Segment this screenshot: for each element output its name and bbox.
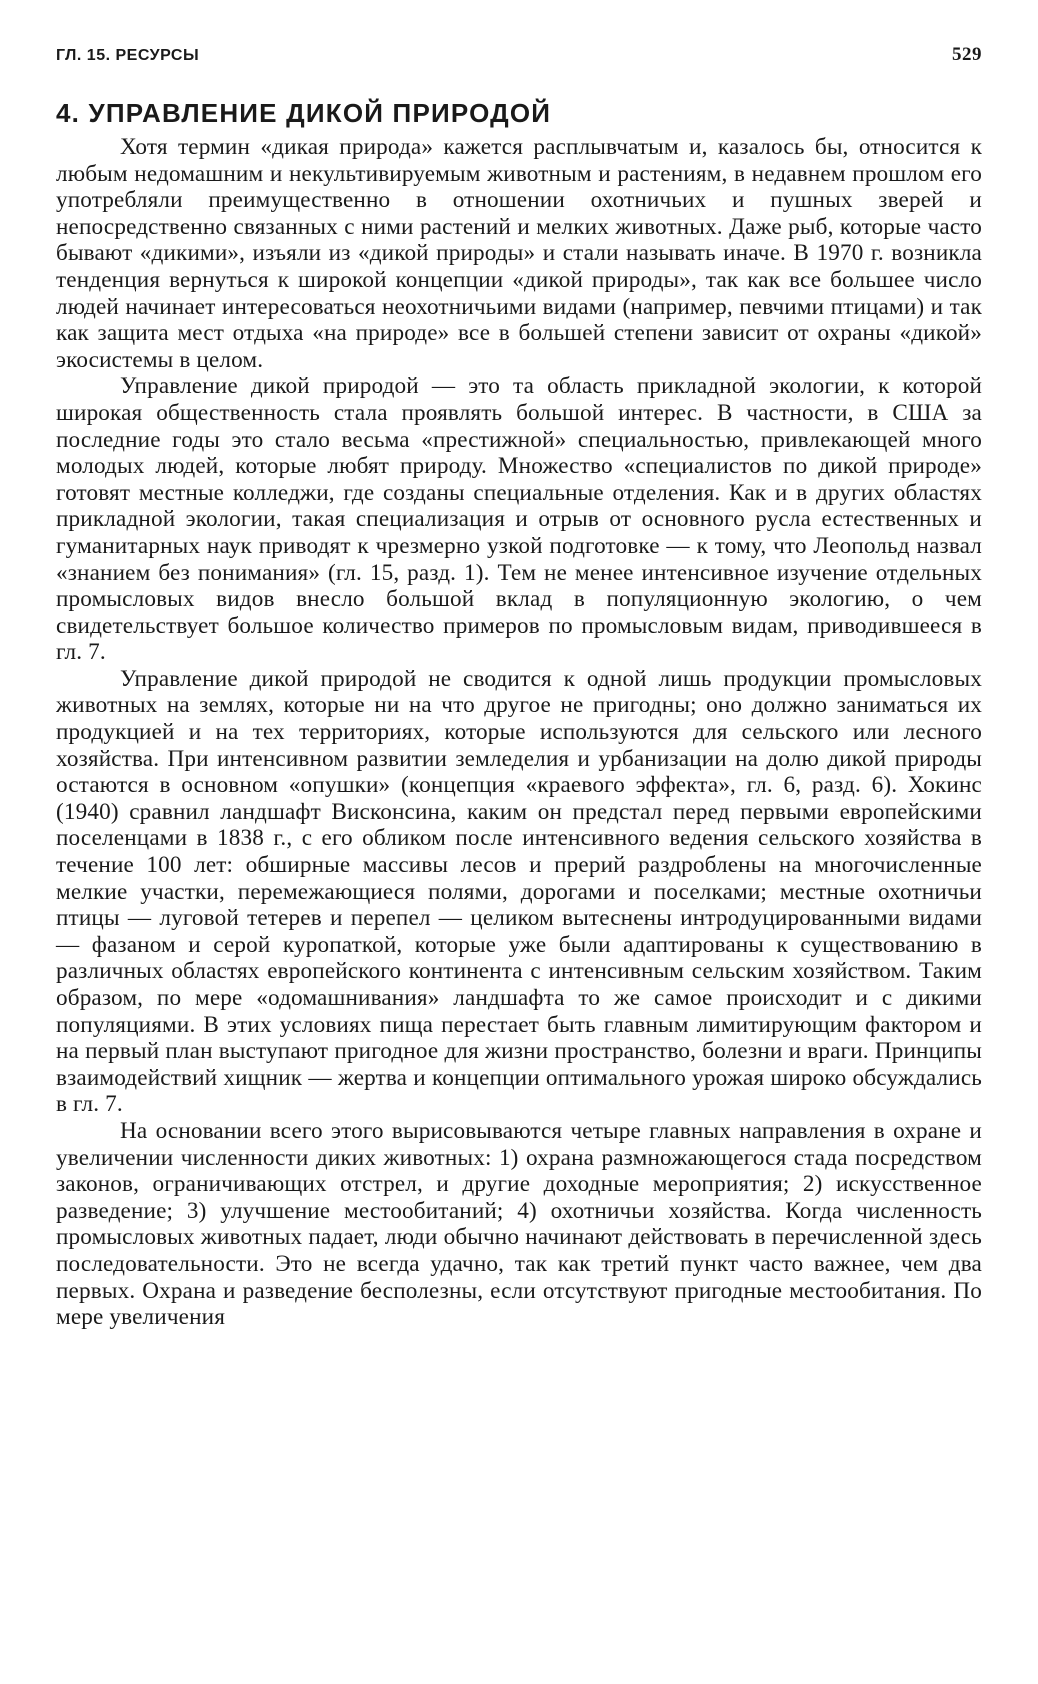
- body-text: [56, 134, 982, 1331]
- paragraph: Управление дикой природой не сводится к одной лишь продукции промысловых животных на землях, которые ни на что другое не пригодны; оно должно заниматься их продукцией и на тех территориях, которые используются для сельского или лесного хозяйства. При интенсивном развитии земледелия и урбанизации на долю дикой природы остаются в основном «опушки» (концепция «краевого эффекта», гл. 6, разд. 6). Хокинс (1940) сравнил ландшафт Висконсина, каким он предстал перед первыми европейскими поселенцами в 1838 г., с его обликом после интенсивного ведения сельского хозяйства в течение 100 лет: обширные массивы лесов и прерий раздроблены на многочисленные мелкие участки, перемежающиеся полями, дорогами и поселками; местные охотничьи птицы — луговой тетерев и перепел — целиком вытеснены интродуцированными видами — фазаном и серой куропаткой, которые уже были адаптированы к существованию в различных областях европейского континента с интенсивным сельским хозяйством. Таким образом, по мере «одомашнивания» ландшафта то же самое происходит и с дикими популяциями. В этих условиях пища перестает быть главным лимитирующим фактором и на первый план выступают пригодное для жизни пространство, болезни и враги. Принципы взаимодействий хищник — жертва и концепции оптимального урожая широко обсуждались в гл. 7.: [56, 665, 982, 1118]
- paragraph: Управление дикой природой — это та область прикладной экологии, к которой широкая общественность стала проявлять большой интерес. В частности, в США за последние годы это стало весьма «престижной» специальностью, привлекающей много молодых людей, которые любят природу. Множество «специалистов по дикой природе» готовят местные колледжи, где созданы специальные отделения. Как и в других областях прикладной экологии, такая специализация и отрыв от основного русла естественных и гуманитарных наук приводят к чрезмерно узкой подготовке — к тому, что Леопольд назвал «знанием без понимания» (гл. 15, разд. 1). Тем не менее интенсивное изучение отдельных промысловых видов внесло большой вклад в популяционную экологию, о чем свидетельствует большое количество примеров по промысловым видам, приводившееся в гл. 7.: [56, 373, 982, 666]
- document-page: [56, 44, 982, 1331]
- running-title: ГЛ. 15. РЕСУРСЫ: [56, 47, 200, 64]
- running-head: [56, 44, 982, 78]
- page-number: 529: [952, 44, 982, 65]
- paragraph: Хотя термин «дикая природа» кажется расплывчатым и, казалось бы, относится к любым недомашним и некультивируемым животным и растениям, в недавнем прошлом его употребляли преимущественно в отношении охотничьих и пушных зверей и непосредственно связанных с ними растений и мелких животных. Даже рыб, которые часто бывают «дикими», изъяли из «дикой природы» и стали называть иначе. В 1970 г. возникла тенденция вернуться к широкой концепции «дикой природы», так как все большее число людей начинает интересоваться неохотничьими видами (например, певчими птицами) и так как защита мест отдыха «на природе» все в большей степени зависит от охраны «дикой» экосистемы в целом.: [56, 134, 982, 373]
- section-title: 4. УПРАВЛЕНИЕ ДИКОЙ ПРИРОДОЙ: [56, 98, 552, 128]
- paragraph: На основании всего этого вырисовываются четыре главных направления в охране и увеличении численности диких животных: 1) охрана размножающегося стада посредством законов, ограничивающих отстрел, и другие доходные мероприятия; 2) искусственное разведение; 3) улучшение местообитаний; 4) охотничьи хозяйства. Когда численность промысловых животных падает, люди обычно начинают действовать в перечисленной здесь последовательности. Это не всегда удачно, так как третий пункт часто важнее, чем два первых. Охрана и разведение бесполезны, если отсутствуют пригодные местообитания. По мере увеличения: [56, 1117, 982, 1331]
